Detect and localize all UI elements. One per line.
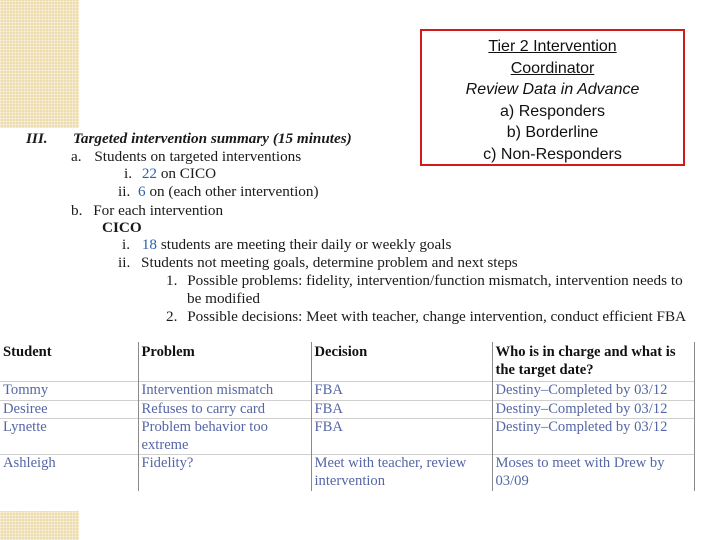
- cell-decision: FBA: [311, 400, 492, 419]
- cell-owner-date: Destiny–Completed by 03/12: [492, 382, 694, 401]
- table-row: [0, 455, 694, 492]
- table-header-row: [0, 342, 694, 382]
- outline-b-label: b.: [71, 202, 83, 219]
- outline-step1-label: 1.: [166, 272, 178, 289]
- callout-item-non-responders: c) Non-Responders: [483, 145, 622, 163]
- cell-decision: FBA: [311, 382, 492, 401]
- callout-item-borderline: b) Borderline: [506, 124, 599, 142]
- cell-decision: FBA: [311, 419, 492, 455]
- cell-problem: Problem behavior too extreme: [138, 419, 311, 455]
- other-intervention-count: 6: [138, 183, 146, 200]
- coordinator-callout-box: [420, 29, 685, 166]
- section-heading: [26, 130, 352, 148]
- outline-cico-i: [122, 236, 451, 254]
- outline-a-ii-text: on (each other intervention): [149, 183, 319, 200]
- outline-step1-text: Possible problems: fidelity, intervention/function mismatch, intervention needs to: [187, 272, 683, 289]
- outline-cico-i-label: i.: [122, 236, 131, 253]
- outline-a-text: Students on targeted interventions: [94, 148, 302, 165]
- outline-a-label: a.: [71, 148, 82, 165]
- table-row: [0, 382, 694, 401]
- callout-title-line2: Coordinator: [510, 59, 595, 77]
- cell-problem: Refuses to carry card: [138, 400, 311, 419]
- decorative-pattern-bottom: [0, 511, 79, 540]
- cell-student: Lynette: [0, 419, 138, 455]
- cell-student: Tommy: [0, 382, 138, 401]
- outline-step1-continuation: be modified: [187, 290, 260, 307]
- students-meeting-goals-count: 18: [141, 236, 158, 253]
- cell-owner-date: Destiny–Completed by 03/12: [492, 419, 694, 455]
- callout-title-line1: Tier 2 Intervention: [488, 38, 617, 55]
- section-roman-numeral: III.: [26, 130, 48, 147]
- outline-cico-ii: [118, 254, 518, 272]
- outline-item-a-ii: [118, 183, 319, 201]
- callout-subtitle: Review Data in Advance: [465, 81, 640, 99]
- cell-problem: Intervention mismatch: [138, 382, 311, 401]
- cico-student-count: 22: [141, 165, 158, 182]
- outline-item-a: [71, 148, 301, 166]
- cell-owner-date: Moses to meet with Drew by 03/09: [492, 455, 694, 492]
- outline-cico-ii-text: Students not meeting goals, determine problem and next steps: [141, 254, 518, 271]
- decorative-pattern-top: [0, 0, 79, 128]
- outline-step-1: [166, 272, 683, 290]
- outline-cico-i-text: students are meeting their daily or weekly goals: [160, 236, 452, 253]
- outline-b-text: For each intervention: [93, 202, 224, 219]
- outline-cico-ii-label: ii.: [118, 254, 131, 271]
- cell-student: Ashleigh: [0, 455, 138, 492]
- outline-step2-label: 2.: [166, 308, 178, 325]
- outline-item-b: [71, 202, 223, 220]
- table-row: [0, 400, 694, 419]
- intervention-decisions-table: [0, 342, 695, 491]
- cell-student: Desiree: [0, 400, 138, 419]
- callout-item-responders: a) Responders: [500, 102, 605, 120]
- outline-step-2: [166, 308, 686, 326]
- outline-a-ii-label: ii.: [118, 183, 131, 200]
- header-decision: Decision: [311, 342, 492, 382]
- section-title: Targeted intervention summary (15 minutes): [73, 130, 352, 147]
- header-student: Student: [3, 344, 52, 360]
- cell-decision: Meet with teacher, review intervention: [311, 455, 492, 492]
- cell-owner-date: Destiny–Completed by 03/12: [492, 400, 694, 419]
- outline-a-i-text: on CICO: [160, 165, 217, 182]
- cico-heading: CICO: [102, 219, 142, 236]
- table-row: [0, 419, 694, 455]
- outline-item-a-i: [124, 165, 216, 183]
- cell-problem: Fidelity?: [138, 455, 311, 492]
- outline-step2-text: Possible decisions: Meet with teacher, change intervention, conduct efficient FBA: [187, 308, 687, 325]
- header-problem: Problem: [138, 342, 311, 382]
- header-who-in-charge: Who is in charge and what is the target date?: [492, 342, 694, 382]
- outline-a-i-label: i.: [124, 165, 133, 182]
